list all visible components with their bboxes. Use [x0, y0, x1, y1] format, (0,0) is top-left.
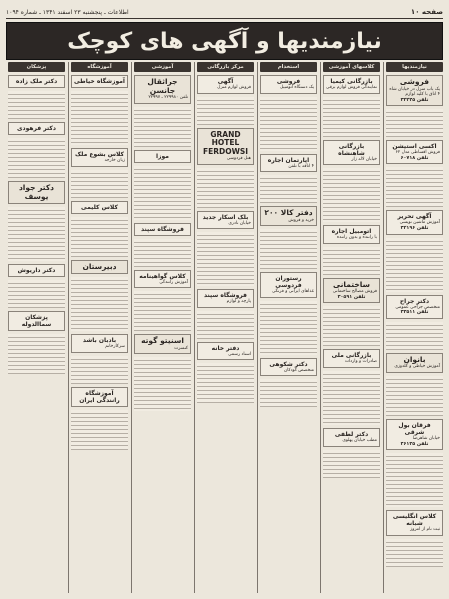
classified-ad: [197, 289, 254, 308]
classified-ad: [386, 75, 443, 106]
ad-title: جراثقال جانسن: [147, 77, 178, 95]
ad-title: فروشی: [276, 78, 301, 85]
ad-body-text-lines: [8, 138, 65, 178]
ad-title: بادبان باشد: [82, 337, 117, 345]
ad-phone: تلفن ۴۶۱۳۵: [400, 441, 429, 447]
classified-ad: [197, 211, 254, 230]
classified-ad: [323, 75, 380, 94]
ad-text: نمایندگی فروش لوازم برقی: [326, 85, 377, 90]
ad-text: خیابان لاله زار: [351, 156, 377, 162]
ad-column: [131, 62, 191, 593]
ad-title: بازرگانی کیمیا: [330, 78, 373, 85]
ad-body-text-lines: [197, 311, 254, 339]
column-header: آموزشی: [134, 62, 191, 72]
ad-title: اسنیتو گوته: [141, 336, 184, 346]
ad-body-text-lines: [386, 376, 443, 416]
classified-ad: [8, 181, 65, 204]
ad-phone: تلفن ۴۲۱۹۶: [400, 226, 429, 232]
ad-body-text-lines: [8, 91, 65, 119]
ad-title: آموزشگاه خیاطی: [73, 78, 125, 85]
ad-text: فروش اقساطی مدل ۶۲: [395, 150, 440, 156]
ad-text: تلفن ۲۲۹۹۸۰ ـ ۲۲۹۹۷: [148, 95, 188, 100]
classified-ad: [197, 75, 254, 94]
ad-body-text-lines: [386, 322, 443, 350]
ad-title: فروشی: [399, 77, 430, 86]
ad-text: غذاهای ایرانی و فرنگی: [271, 289, 314, 295]
ad-body-text-lines: [323, 168, 380, 222]
classified-ad: [323, 428, 380, 447]
ad-body-text-lines: [386, 167, 443, 207]
ad-title: فروشگاه سپند: [204, 292, 247, 300]
column-header: پزشکان: [8, 62, 65, 72]
ad-body-text-lines: [71, 410, 128, 450]
ad-body-text-lines: [134, 239, 191, 267]
ad-column: [383, 62, 443, 593]
classified-ad: [71, 148, 128, 167]
ad-text: خیابان نادری: [228, 220, 251, 226]
ad-title: بازرگانی شاهنشاه: [338, 142, 365, 157]
ad-title: دبیرستان: [82, 261, 117, 271]
ad-text: فروش مصالح ساختمانی: [332, 289, 377, 295]
classified-ad: [323, 140, 380, 166]
classified-ad: [386, 210, 443, 234]
ad-body-text-lines: [260, 175, 317, 203]
column-header: مرکز بازرگانی: [197, 62, 254, 72]
top-bar: [6, 6, 443, 19]
ad-body-text-lines: [323, 97, 380, 137]
classified-ad: [260, 206, 317, 226]
classified-ad: [8, 264, 65, 277]
ad-title: بازرگانی ملی: [331, 352, 372, 360]
classified-ad: [71, 201, 128, 214]
classified-ad: [8, 122, 65, 135]
classified-ad: [134, 334, 191, 354]
ad-title: دکتر داریوش: [17, 267, 56, 274]
ad-body-text-lines: [8, 207, 65, 261]
ad-text: متخصص جراحی عمومی: [395, 304, 440, 310]
ad-title: دفتر خانه: [211, 344, 240, 352]
classified-ad: [197, 342, 254, 361]
ad-column: [194, 62, 254, 593]
ad-text: یک باب منزل در خیابان شاه ۴ اتاق با کلیه لوازم: [389, 86, 440, 98]
ad-title: دفتر کالا ۲۰۰: [264, 208, 313, 218]
classified-ad: [323, 278, 380, 304]
ad-body-text-lines: [260, 97, 317, 151]
classified-ad: [71, 334, 128, 353]
issue-line: اطلاعات ـ پنجشنبه ۲۳ اسفند ۱۳۴۱ ـ شماره ۱۰۹۴: [6, 8, 129, 16]
column-header: نیازمندیها: [386, 62, 443, 72]
classified-ad: [260, 272, 317, 298]
ad-body-text-lines: [134, 291, 191, 331]
ad-text: پارچه و لوازم: [226, 299, 251, 305]
classified-ad: [260, 75, 317, 94]
ad-body-text-lines: [71, 170, 128, 198]
ad-title: ساختمانی: [333, 279, 370, 289]
classified-ad: [323, 349, 380, 368]
ad-body-text-lines: [323, 247, 380, 275]
masthead: [6, 22, 443, 60]
ad-title: کلاس کلیمی: [81, 203, 118, 211]
column-header: آموزشگاه: [71, 62, 128, 72]
ad-body-text-lines: [197, 97, 254, 125]
ad-body-text-lines: [134, 357, 191, 411]
classified-ad: [260, 358, 317, 377]
ad-title: فروشگاه سپند: [141, 225, 184, 233]
ad-title: دکتر جواد یوسف: [18, 183, 55, 201]
ad-text: مطب خیابان پهلوی: [342, 438, 377, 444]
ad-text: متخصص کودکان: [283, 367, 314, 373]
ad-body-text-lines: [323, 371, 380, 425]
classified-ad: [260, 154, 317, 173]
ad-column: [320, 62, 380, 593]
ad-title: دکتر جراح: [399, 297, 430, 305]
ad-title: بانوان: [403, 354, 426, 364]
ad-phone: تلفن ۳۰۵۹۱: [337, 294, 366, 300]
ad-title: رستوران فردوسی: [275, 275, 302, 290]
ad-title: بلک اسکار جدید: [202, 213, 249, 221]
classified-ad: [134, 75, 191, 104]
ad-text: آموزش خیاطی و گلدوزی: [394, 364, 440, 370]
ad-text: با راننده و بدون راننده: [336, 235, 377, 241]
ad-body-text-lines: [71, 91, 128, 145]
ad-body-text-lines: [8, 280, 65, 308]
ad-title: موزا: [156, 152, 169, 160]
ad-text: آموزش ماشین نویسی: [399, 220, 440, 226]
ad-body-text-lines: [386, 453, 443, 507]
ad-phone: تلفن ۶۰۷۱۸: [400, 155, 429, 161]
ad-body-text-lines: [260, 301, 317, 355]
ad-text: ثبت نام از امروز: [410, 527, 440, 533]
ad-body-text-lines: [386, 539, 443, 567]
classified-ad: [8, 75, 65, 88]
ad-body-text-lines: [134, 166, 191, 220]
ad-body-text-lines: [197, 363, 254, 403]
ad-body-text-lines: [260, 379, 317, 407]
classified-ad: [134, 223, 191, 236]
ad-column: [6, 62, 65, 593]
classified-ad: [386, 510, 443, 536]
ad-body-text-lines: [260, 229, 317, 269]
ad-title: آگهی: [217, 78, 234, 85]
ad-body-text-lines: [197, 232, 254, 286]
ad-body-text-lines: [386, 238, 443, 292]
ad-title: اپارتمان اجاره: [267, 156, 310, 164]
ad-title: دکتر لطفی: [334, 431, 369, 439]
ad-body-text-lines: [71, 277, 128, 331]
ad-title: دکتر شکوهی: [269, 360, 308, 368]
ad-title: کلاس انگلیسی شبانه: [392, 513, 437, 528]
ad-title: کلاس گواهینامه: [139, 272, 186, 280]
classified-ad: [386, 353, 443, 373]
ad-text: سرکارخانم: [105, 344, 125, 350]
ad-text: ۴ اتاقه با تلفن: [288, 163, 314, 169]
ad-text: کنسرت: [174, 345, 188, 351]
ad-text: هتل فردوسی: [226, 156, 251, 162]
ad-title: دکتر ملک زاده: [15, 78, 58, 85]
ad-text: اسناد رسمی: [228, 351, 251, 357]
ad-text: صادرات و واردات: [344, 359, 377, 365]
ad-title: آگهی تحریر: [397, 213, 432, 221]
ad-title: اتومبیل اجاره: [331, 228, 372, 236]
classified-ad: [134, 270, 191, 289]
ad-column: [68, 62, 128, 593]
classified-ad: [386, 140, 443, 164]
ad-columns: [6, 62, 443, 593]
ad-column: [257, 62, 317, 593]
ad-body-text-lines: [134, 107, 191, 147]
ad-text: آموزش رانندگی: [159, 279, 188, 285]
ad-phone: تلفن ۳۲۲۴۵: [400, 97, 429, 103]
ad-title: دکتر فرهودی: [17, 125, 56, 132]
classified-ad: [71, 75, 128, 88]
ad-title: کلاس بشوع ملک: [74, 151, 125, 158]
ad-text: خیابان شاهرضا: [412, 435, 440, 441]
masthead-title: نیازمندیها و آگهی های کوچک: [67, 28, 382, 54]
ad-body-text-lines: [197, 168, 254, 208]
classified-ad: [323, 225, 380, 244]
column-header: استخدام: [260, 62, 317, 72]
classified-ad: [386, 295, 443, 319]
ad-text: فروش لوازم منزل: [217, 85, 251, 90]
ad-body-text-lines: [8, 334, 65, 374]
ad-title: GRAND HOTEL FERDOWSI: [202, 129, 249, 156]
ad-body-text-lines: [386, 109, 443, 137]
ad-body-text-lines: [323, 306, 380, 346]
ad-body-text-lines: [71, 356, 128, 384]
ad-title: پزشکان سماالدوله: [21, 314, 52, 328]
column-header: کلاسهای آموزشی: [323, 62, 380, 72]
classified-ad: [71, 387, 128, 407]
classified-ad: [386, 419, 443, 450]
ad-body-text-lines: [323, 450, 380, 478]
classified-ad: [8, 311, 65, 331]
ad-title: فرقان بول شرقی: [398, 421, 431, 436]
ad-text: زبان خارجه: [104, 158, 125, 163]
classified-ad: [134, 150, 191, 163]
page-number: صفحه ۱۰: [410, 8, 443, 16]
ad-phone: تلفن ۴۳۵۱۱: [400, 310, 429, 316]
ad-text: خرید و فروش: [288, 217, 314, 223]
ad-title: اکسی استیشن: [392, 143, 437, 151]
ad-title: آموزشگاه رانندگی ایران: [79, 389, 120, 404]
classified-ad: [71, 260, 128, 275]
ad-text: یک دستگاه اتومبیل: [279, 85, 314, 90]
ad-body-text-lines: [71, 217, 128, 257]
classified-ad: [197, 128, 254, 165]
